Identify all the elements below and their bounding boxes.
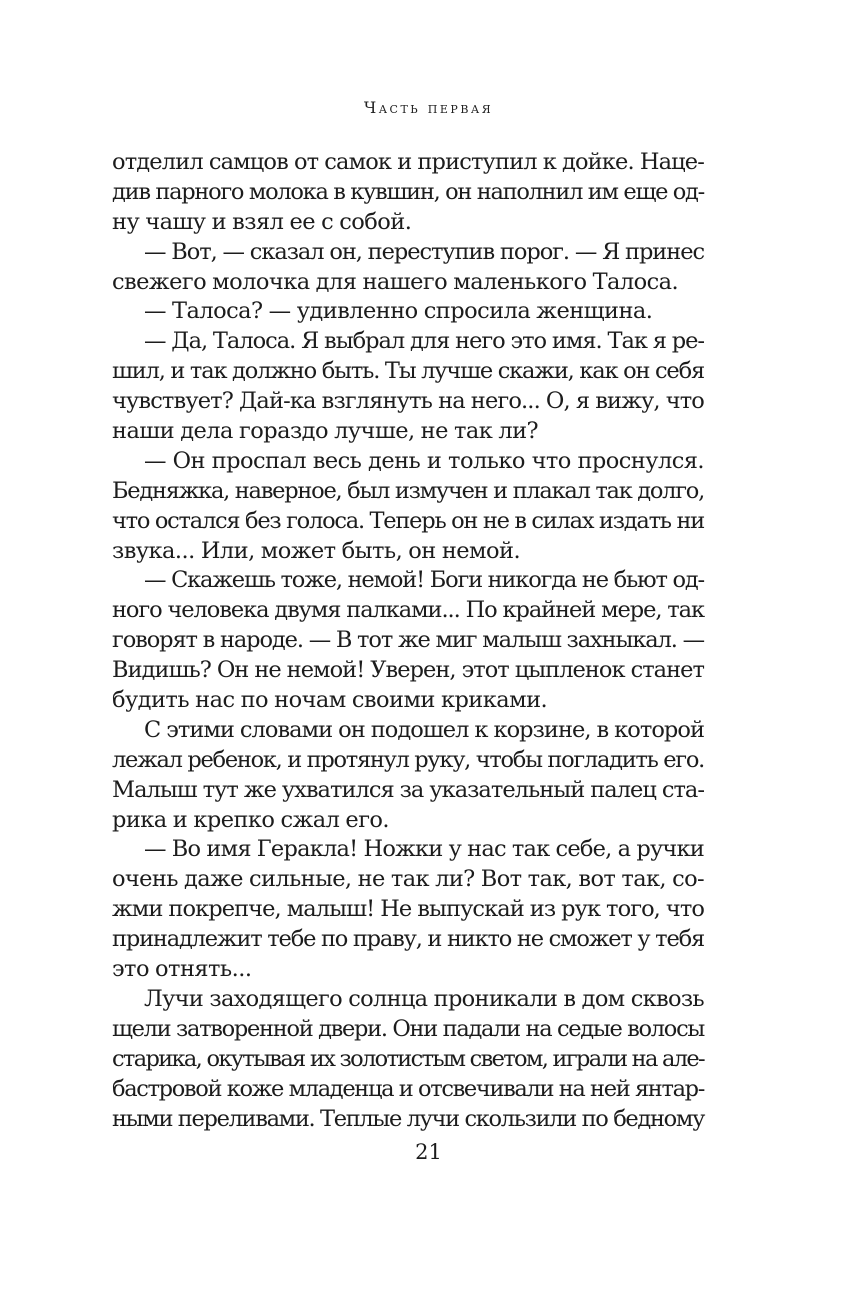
running-head: Часть первая bbox=[363, 98, 494, 117]
text-line: бастровой коже младенца и отсвечивали на ней янтар- bbox=[112, 1075, 704, 1102]
text-line: свежего молочка для нашего маленького Талоса. bbox=[112, 268, 679, 295]
text-line: говорят в народе. — В тот же миг малыш захныкал. — bbox=[112, 627, 704, 654]
text-line: ну чашу и взял ее с собой. bbox=[112, 208, 412, 235]
text-line: Лучи заходящего солнца проникали в дом сквозь bbox=[144, 985, 704, 1012]
text-line: С этими словами он подошел к корзине, в которой bbox=[144, 716, 704, 743]
text-line: Видишь? Он не немой! Уверен, этот цыпленок станет bbox=[112, 657, 704, 684]
text-line: — Он проспал весь день и только что проснулся. bbox=[144, 447, 704, 474]
text-line: див парного молока в кувшин, он наполнил им еще од- bbox=[112, 178, 704, 205]
text-line: — Во имя Геракла! Ножки у нас так себе, а ручки bbox=[144, 836, 704, 863]
page-number: 21 bbox=[415, 1140, 442, 1164]
text-line: чувствует? Дай-ка взглянуть на него... О, я вижу, что bbox=[112, 388, 704, 415]
text-line: ными переливами. Теплые лучи скользили по бедному bbox=[112, 1105, 704, 1132]
text-line: наши дела гораздо лучше, не так ли? bbox=[112, 418, 539, 445]
text-line: — Талоса? — удивленно спросила женщина. bbox=[144, 298, 653, 325]
text-line: ного человека двумя палками... По крайней мере, так bbox=[112, 597, 704, 624]
text-line: лежал ребенок, и протянул руку, чтобы погладить его. bbox=[112, 746, 704, 773]
text-line: щели затворенной двери. Они падали на седые волосы bbox=[112, 1015, 704, 1042]
body-text bbox=[112, 148, 704, 1134]
text-line: очень даже сильные, не так ли? Вот так, вот так, со- bbox=[112, 866, 704, 893]
text-line: рика и крепко сжал его. bbox=[112, 806, 390, 833]
text-line: — Да, Талоса. Я выбрал для него это имя. Так я ре- bbox=[144, 328, 704, 355]
text-line: Бедняжка, наверное, был измучен и плакал так долго, bbox=[112, 477, 704, 504]
text-line: что остался без голоса. Теперь он не в силах издать ни bbox=[112, 507, 704, 534]
text-line: это отнять... bbox=[112, 956, 252, 983]
text-line: — Вот, — сказал он, переступив порог. — Я принес bbox=[144, 238, 704, 265]
text-line: звука... Или, может быть, он немой. bbox=[112, 537, 521, 564]
text-line: принадлежит тебе по праву, и никто не сможет у тебя bbox=[112, 926, 704, 953]
text-line: отделил самцов от самок и приступил к дойке. Наце- bbox=[112, 149, 704, 175]
text-line: — Скажешь тоже, немой! Боги никогда не бьют од- bbox=[144, 567, 704, 594]
text-line: старика, окутывая их золотистым светом, играли на але- bbox=[112, 1045, 704, 1072]
text-line: жми покрепче, малыш! Не выпускай из рук того, что bbox=[112, 896, 704, 923]
text-line: будить нас по ночам своими криками. bbox=[112, 687, 548, 714]
text-line: Малыш тут же ухватился за указательный палец ста- bbox=[112, 776, 704, 803]
text-line: шил, и так должно быть. Ты лучше скажи, как он себя bbox=[112, 358, 704, 385]
